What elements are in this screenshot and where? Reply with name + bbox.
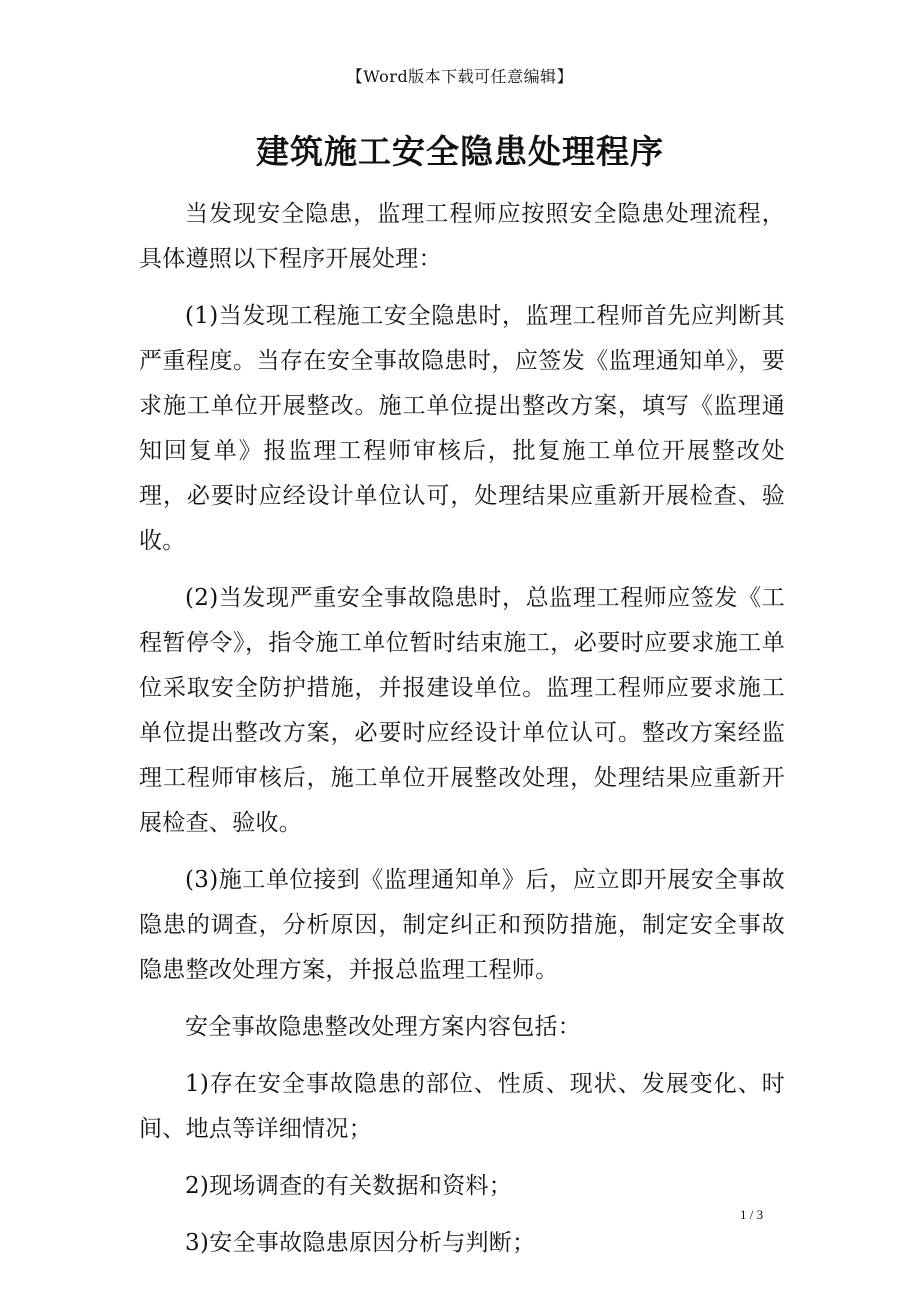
header-note: 【Word版本下载可任意编辑】 [346, 67, 574, 86]
paragraph-plan-contents: 安全事故隐患整改处理方案内容包括： [185, 1014, 582, 1040]
list-item-2: 2)现场调查的有关数据和资料； [185, 1173, 513, 1199]
paragraph-step-1: (1)当发现工程施工安全隐患时，监理工程师首先应判断其严重程度。当存在安全事故隐患时，应签发《监理通知单》，要求施工单位开展整改。施工单位提出整改方案，填写《监理通知回复单》报监理工程师审核后，批复施工单位开展整改处理，必要时应经设计单位认可，处理结果应重新开展检查、验收。 [139, 303, 785, 554]
document-body [139, 192, 785, 1278]
paragraph-intro: 当发现安全隐患，监理工程师应按照安全隐患处理流程，具体遵照以下程序开展处理： [139, 201, 785, 272]
list-item-3: 3)安全事故隐患原因分析与判断； [185, 1230, 536, 1256]
page-title: 建筑施工安全隐患处理程序 [256, 132, 664, 171]
page-number: 1 / 3 [740, 1207, 764, 1222]
list-item-1: 1)存在安全事故隐患的部位、性质、现状、发展变化、时间、地点等详细情况； [139, 1071, 785, 1142]
paragraph-step-2: (2)当发现严重安全事故隐患时，总监理工程师应签发《工程暂停令》，指令施工单位暂时结束施工，必要时应要求施工单位采取安全防护措施，并报建设单位。监理工程师应要求施工单位提出整改方案，必要时应经设计单位认可。整改方案经监理工程师审核后，施工单位开展整改处理，处理结果应重新开展检查、验收。 [139, 585, 785, 836]
paragraph-step-3: (3)施工单位接到《监理通知单》后，应立即开展安全事故隐患的调查，分析原因，制定纠正和预防措施，制定安全事故隐患整改处理方案，并报总监理工程师。 [139, 867, 785, 983]
